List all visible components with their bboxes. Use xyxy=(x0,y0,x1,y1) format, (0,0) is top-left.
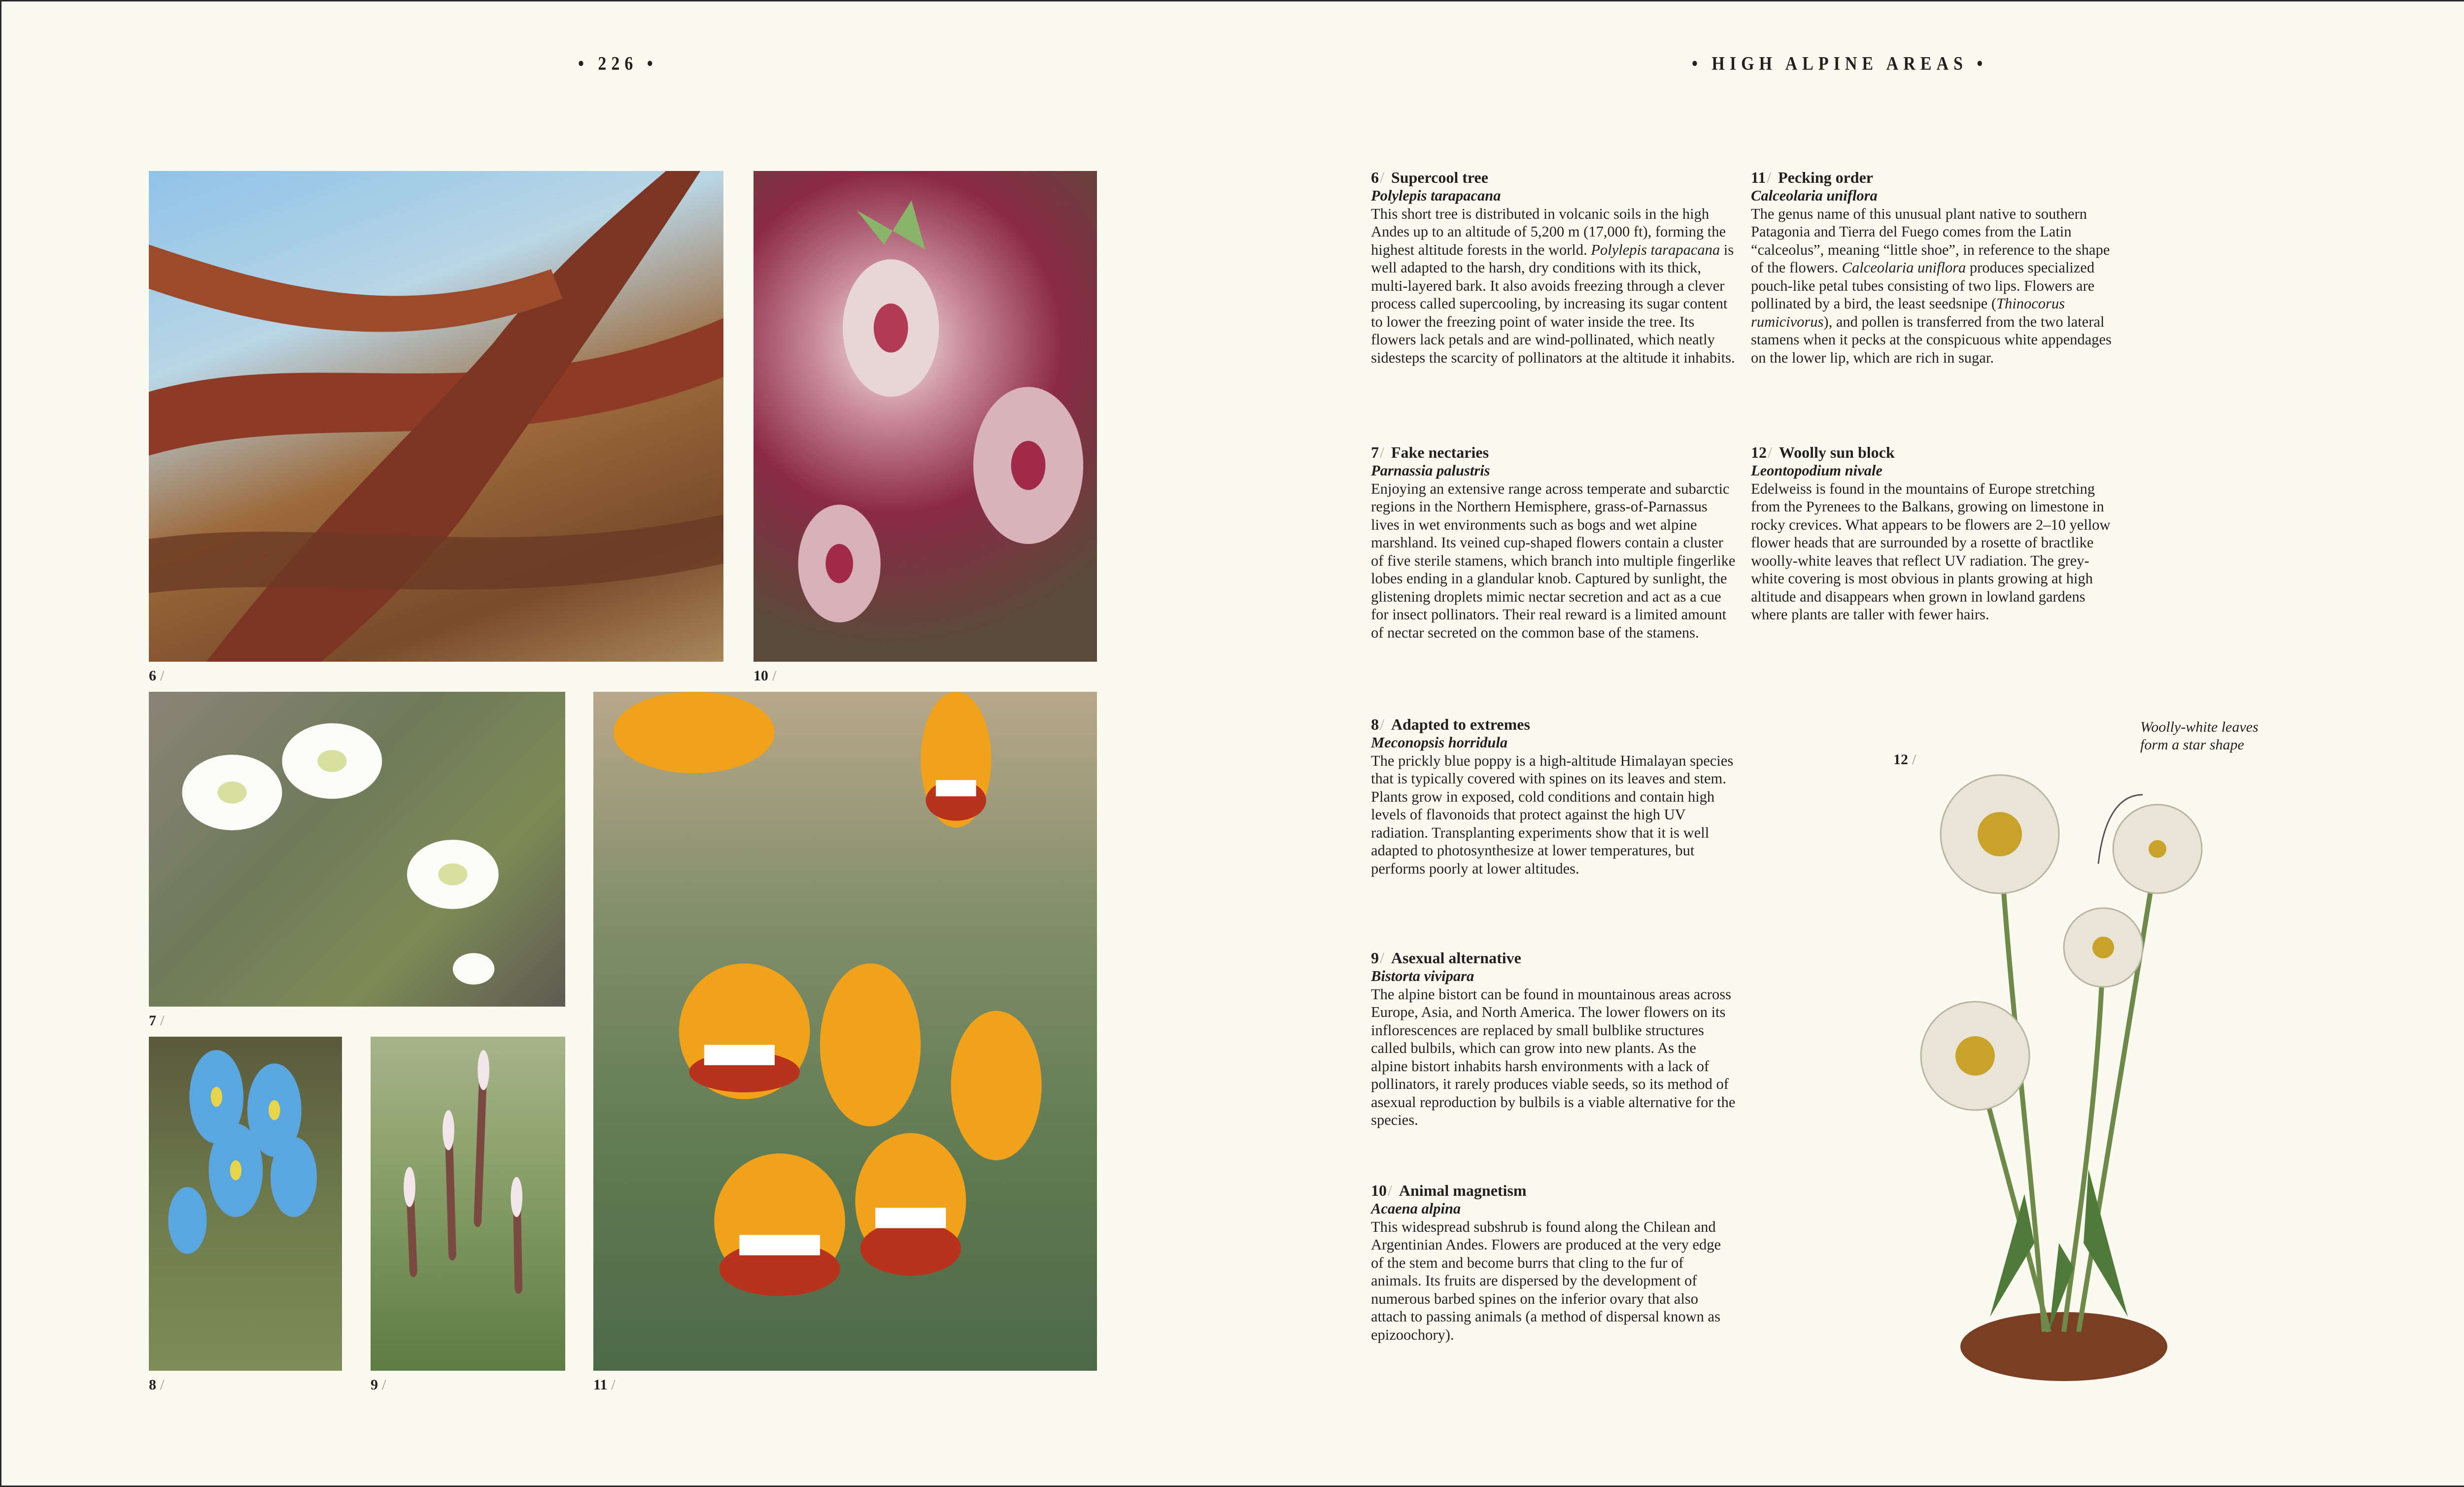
species-name: Meconopsis horridula xyxy=(1371,734,1508,751)
entry-body: This widespread subshrub is found along the Chilean and Argentinian Andes. Flowers are produced at the very edge of the stem and become burrs that cling to the fur of animals. Its fruits are dispersed by the development of numerous barbed spines on the inferior ovary that also attach to passing animals (a method of dispersal known as epizoochory). xyxy=(1371,1218,1721,1343)
entry-6 xyxy=(1371,168,1736,367)
photo-label-7: 7 / xyxy=(149,1013,165,1029)
entry-body: The prickly blue poppy is a high-altitude Himalayan species that is typically covered with spines on its leaves and stem. Plants grow in exposed, cold conditions and contain high levels of flavonoids that protect against the high UV radiation. Transplanting experiments show that it is well adapted to photosynthesize at lower temperatures, but performs poorly at lower altitudes. xyxy=(1371,752,1734,877)
entry-title: 8/ Adapted to extremes xyxy=(1371,715,1530,733)
entry-12 xyxy=(1751,443,2116,624)
entry-title: 11/ Pecking order xyxy=(1751,169,1873,186)
entry-title: 6/ Supercool tree xyxy=(1371,169,1488,186)
photo-calceolaria-flowers xyxy=(593,692,1097,1371)
species-name: Bistorta vivipara xyxy=(1371,968,1474,984)
photo-alpine-bistort xyxy=(371,1037,565,1371)
entry-body: This short tree is distributed in volcanic soils in the high Andes up to an altitude of 5,200 m (17,000 ft), forming the highest altitude forests in the world. Polylepis tarapacana is well adapted to the harsh, dry conditions with its thick, multi-layered bark. It also avoids freezing through a clever process called supercooling, by increasing its sugar content to lower the freezing point of water inside the tree. Its flowers lack petals and are wind-pollinated, which neatly sidesteps the scarcity of pollinators at the altitude it inhabits. xyxy=(1371,205,1735,366)
photo-blue-poppy xyxy=(149,1037,342,1371)
photo-label-6: 6 / xyxy=(149,668,165,684)
entry-9 xyxy=(1371,948,1736,1129)
edelweiss-illustration xyxy=(1901,750,2305,1386)
species-name: Leontopodium nivale xyxy=(1751,462,1882,479)
entry-body: The genus name of this unusual plant native to southern Patagonia and Tierra del Fuego comes from the Latin “calceolus”, meaning “little shoe”, in reference to the shape of the flowers. Calceolaria uniflora produces specialized pouch-like petal tubes consisting of two lips. Flowers are pollinated by a bird, the least seedsnipe (Thinocorus rumicivorus), and pollen is transferred from the two lateral stamens when it pecks at the conspicuous white appendages on the lower lip, which are rich in sugar. xyxy=(1751,205,2112,366)
photo-parnassia-flowers xyxy=(149,692,565,1007)
photo-polylepis-tree xyxy=(149,171,723,662)
entry-body: Enjoying an extensive range across temperate and subarctic regions in the Northern Hemisphere, grass-of-Parnassus lives in wet environments such as bogs and wet alpine marshland. Its veined cup-shaped flowers contain a cluster of five sterile stamens, which branch into multiple fingerlike lobes ending in a glandular knob. Captured by sunlight, the glistening droplets mimic nectar secretion and act as a cue for insect pollinators. Their real reward is a limited amount of nectar secreted on the common base of the stamens. xyxy=(1371,480,1736,641)
entry-title: 10/ Animal magnetism xyxy=(1371,1182,1527,1199)
page-number: • 226 • xyxy=(578,53,658,74)
photo-label-10: 10 / xyxy=(753,668,777,684)
species-name: Parnassia palustris xyxy=(1371,462,1490,479)
photo-label-11: 11 / xyxy=(593,1377,616,1393)
illustration-caption: Woolly-white leaves form a star shape xyxy=(2140,719,2259,753)
running-section-title: • HIGH ALPINE AREAS • xyxy=(1692,53,1988,74)
entry-8 xyxy=(1371,715,1736,878)
entry-10 xyxy=(1371,1181,1736,1344)
photo-label-8: 8 / xyxy=(149,1377,165,1393)
illustration-label-12: 12 / xyxy=(1893,751,1916,768)
entry-body: Edelweiss is found in the mountains of Europe stretching from the Pyrenees to the Balkans, growing on limestone in rocky crevices. What appears to be flowers are 2–10 yellow flower heads that are surrounded by a rosette of bractlike woolly-white leaves that reflect UV radiation. The grey-white covering is most obvious in plants growing at high altitude and disappears when grown in lowland gardens where plants are taller with fewer hairs. xyxy=(1751,480,2111,623)
photo-label-9: 9 / xyxy=(371,1377,386,1393)
entry-title: 12/ Woolly sun block xyxy=(1751,443,1895,461)
photo-acaena-burrs xyxy=(753,171,1097,662)
entry-title: 9/ Asexual alternative xyxy=(1371,949,1521,967)
species-name: Calceolaria uniflora xyxy=(1751,187,1878,204)
entry-11 xyxy=(1751,168,2116,367)
entry-title: 7/ Fake nectaries xyxy=(1371,443,1489,461)
species-name: Acaena alpina xyxy=(1371,1200,1461,1217)
entry-7 xyxy=(1371,443,1736,642)
species-name: Polylepis tarapacana xyxy=(1371,187,1501,204)
entry-body: The alpine bistort can be found in mountainous areas across Europe, Asia, and North America. The lower flowers on its inflorescences are replaced by small bulblike structures called bulbils, which can grow into new plants. As the alpine bistort inhabits harsh environments with a lack of pollinators, it rarely produces viable seeds, so its method of asexual reproduction by bulbils is a viable alternative for the species. xyxy=(1371,985,1736,1128)
